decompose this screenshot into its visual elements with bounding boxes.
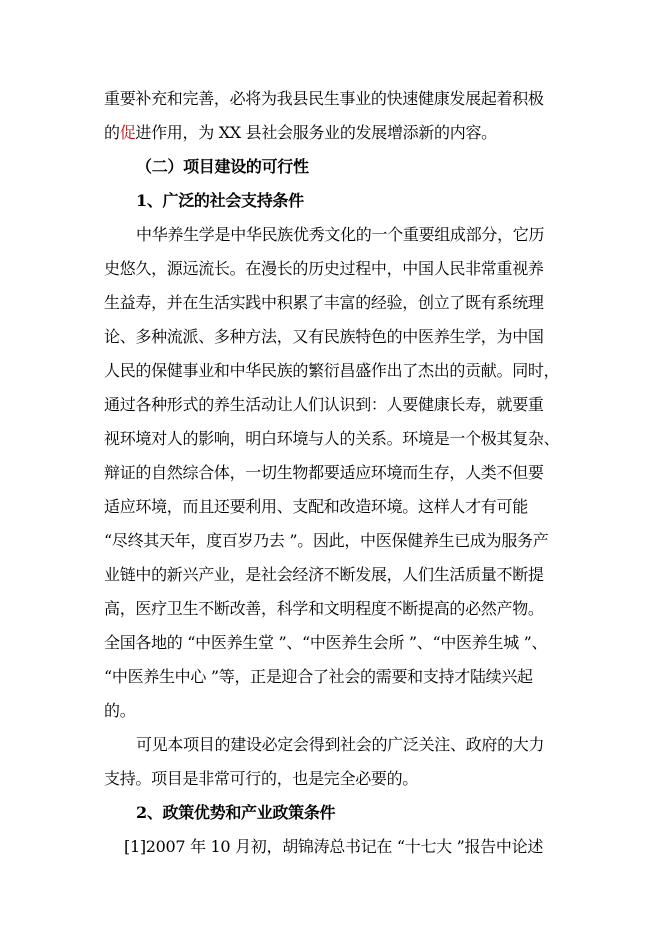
paragraph-line: 适应环境，而且还要利用、支配和改造环境。这样人才有可能 <box>104 497 528 516</box>
paragraph-line: 中华养生学是中华民族优秀文化的一个重要组成部分，它历 <box>136 225 545 244</box>
paragraph-line: 论、多种流派、多种方法，又有民族特色的中医养生学，为中国 <box>104 327 544 346</box>
paragraph-line: “中医养生中心 ”等，正是迎合了社会的需要和支持才陆续兴起 <box>104 667 533 686</box>
section-heading: （二）项目建设的可行性 <box>136 157 309 176</box>
paragraph-line: “尽终其天年，度百岁乃去 ”。因此，中医保健养生已成为服务产 <box>104 531 549 550</box>
paragraph-line: [1]2007 年 10 月初，胡锦涛总书记在 “十七大 ”报告中论述 <box>124 837 544 856</box>
subsection-heading: 1、广泛的社会支持条件 <box>136 191 304 210</box>
paragraph-line: 史悠久，源远流长。在漫长的历史过程中，中国人民非常重视养 <box>104 259 544 278</box>
paragraph-line: 通过各种形式的养生活动让人们认识到：人要健康长寿，就要重 <box>104 395 544 414</box>
subsection-heading: 2、政策优势和产业政策条件 <box>136 803 336 822</box>
paragraph-line: 业链中的新兴产业，是社会经济不断发展，人们生活质量不断提 <box>104 565 544 584</box>
highlighted-character: 促 <box>119 123 136 142</box>
paragraph-line: 高，医疗卫生不断改善，科学和文明程度不断提高的必然产物。 <box>104 599 544 618</box>
paragraph-line <box>104 117 497 149</box>
paragraph-line: 辩证的自然综合体，一切生物都要适应环境而生存，人类不但要 <box>104 463 544 482</box>
paragraph-line: 可见本项目的建设必定会得到社会的广泛关注、政府的大力 <box>136 735 545 754</box>
text-run: 进作用，为 XX 县社会服务业的发展增添新的内容。 <box>135 123 497 142</box>
text-run: 的 <box>104 123 120 142</box>
paragraph-line: 重要补充和完善，必将为我县民生事业的快速健康发展起着积极 <box>104 89 544 108</box>
paragraph-line: 生益寿，并在生活实践中积累了丰富的经验，创立了既有系统理 <box>104 293 544 312</box>
paragraph-line: 全国各地的 “中医养生堂 ”、“中医养生会所 ”、“中医养生城 ”、 <box>104 633 548 652</box>
paragraph-line: 支持。项目是非常可行的，也是完全必要的。 <box>104 769 419 788</box>
paragraph-line: 视环境对人的影响，明白环境与人的关系。环境是一个极其复杂、 <box>104 429 560 448</box>
paragraph-line: 人民的保健事业和中华民族的繁衍昌盛作出了杰出的贡献。同时， <box>104 361 560 380</box>
paragraph-line: 的。 <box>104 701 136 720</box>
